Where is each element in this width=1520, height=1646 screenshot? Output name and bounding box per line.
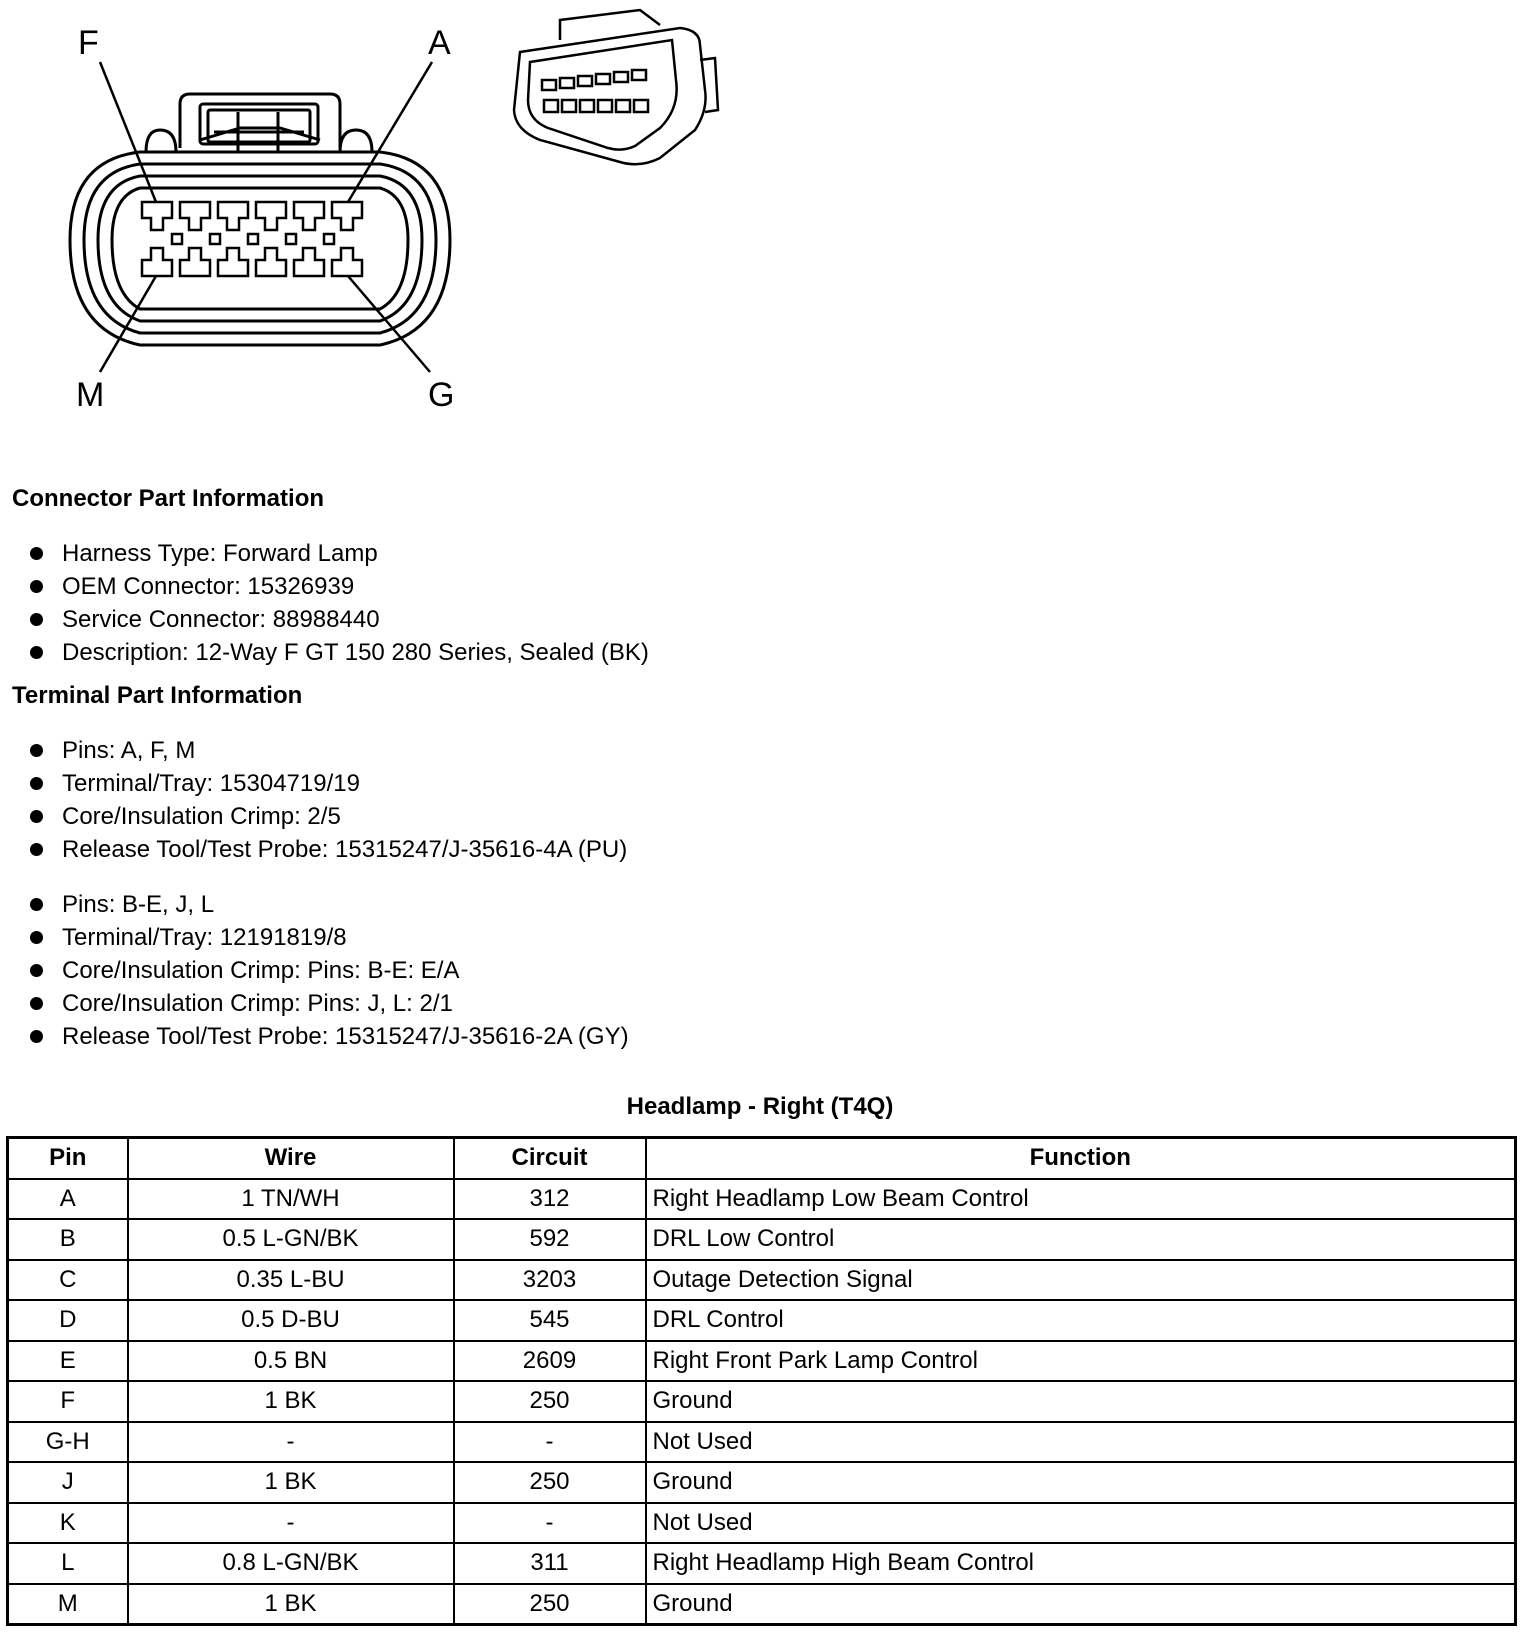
list-item: Description: 12-Way F GT 150 280 Series, Sealed (BK) xyxy=(30,636,649,669)
column-header-function: Function xyxy=(646,1138,1516,1179)
list-item: Service Connector: 88988440 xyxy=(30,603,649,636)
circuit-cell: 250 xyxy=(454,1462,646,1503)
bullet-icon xyxy=(30,810,43,823)
pin-label-f: F xyxy=(78,24,99,62)
pin-cell: K xyxy=(8,1503,128,1544)
list-item: OEM Connector: 15326939 xyxy=(30,570,649,603)
table-row xyxy=(8,1381,1516,1422)
function-cell: Not Used xyxy=(646,1422,1516,1463)
function-cell: DRL Low Control xyxy=(646,1219,1516,1260)
circuit-cell: 250 xyxy=(454,1381,646,1422)
circuit-cell: 312 xyxy=(454,1179,646,1220)
pin-cell: M xyxy=(8,1584,128,1625)
bullet-icon xyxy=(30,646,43,659)
bullet-icon xyxy=(30,1030,43,1043)
circuit-cell: 311 xyxy=(454,1543,646,1584)
circuit-cell: 3203 xyxy=(454,1260,646,1301)
function-cell: Right Headlamp Low Beam Control xyxy=(646,1179,1516,1220)
terminal-cavities xyxy=(142,202,362,276)
wire-cell: 1 BK xyxy=(128,1584,454,1625)
circuit-cell: 2609 xyxy=(454,1341,646,1382)
pin-cell: F xyxy=(8,1381,128,1422)
function-cell: Ground xyxy=(646,1381,1516,1422)
table-title: Headlamp - Right (T4Q) xyxy=(626,1093,894,1120)
pin-cell: D xyxy=(8,1300,128,1341)
function-cell: Not Used xyxy=(646,1503,1516,1544)
list-item: Release Tool/Test Probe: 15315247/J-35616-4A (PU) xyxy=(30,833,627,866)
wire-cell: - xyxy=(128,1422,454,1463)
function-cell: Ground xyxy=(646,1462,1516,1503)
bullet-icon xyxy=(30,613,43,626)
connector-diagram xyxy=(0,0,1520,460)
list-item: Pins: B-E, J, L xyxy=(30,888,629,921)
list-item: Release Tool/Test Probe: 15315247/J-35616-2A (GY) xyxy=(30,1020,629,1053)
connector-iso-drawing xyxy=(514,10,718,164)
circuit-cell: 545 xyxy=(454,1300,646,1341)
pin-cell: L xyxy=(8,1543,128,1584)
pin-label-m: M xyxy=(76,376,105,414)
wire-cell: 1 BK xyxy=(128,1462,454,1503)
table-row xyxy=(8,1260,1516,1301)
wire-cell: - xyxy=(128,1503,454,1544)
list-item: Core/Insulation Crimp: Pins: J, L: 2/1 xyxy=(30,987,629,1020)
function-cell: Ground xyxy=(646,1584,1516,1625)
pin-table xyxy=(6,1136,1517,1626)
terminal-info-group-1 xyxy=(30,734,627,866)
terminal-info-group-2 xyxy=(30,888,629,1053)
table-row xyxy=(8,1462,1516,1503)
wire-cell: 0.5 D-BU xyxy=(128,1300,454,1341)
pin-label-a: A xyxy=(428,24,451,62)
pin-cell: J xyxy=(8,1462,128,1503)
bullet-icon xyxy=(30,997,43,1010)
list-item: Core/Insulation Crimp: Pins: B-E: E/A xyxy=(30,954,629,987)
wire-cell: 0.8 L-GN/BK xyxy=(128,1543,454,1584)
pin-cell: E xyxy=(8,1341,128,1382)
table-header-row xyxy=(8,1138,1516,1179)
bullet-icon xyxy=(30,964,43,977)
wire-cell: 0.5 BN xyxy=(128,1341,454,1382)
terminal-info-heading: Terminal Part Information xyxy=(12,682,303,709)
function-cell: Outage Detection Signal xyxy=(646,1260,1516,1301)
list-item: Core/Insulation Crimp: 2/5 xyxy=(30,800,627,833)
connector-info-list xyxy=(30,537,649,669)
bullet-icon xyxy=(30,898,43,911)
pin-label-g: G xyxy=(428,376,455,414)
pin-cell: G-H xyxy=(8,1422,128,1463)
wire-cell: 0.35 L-BU xyxy=(128,1260,454,1301)
wire-cell: 1 TN/WH xyxy=(128,1179,454,1220)
list-item: Terminal/Tray: 15304719/19 xyxy=(30,767,627,800)
function-cell: Right Headlamp High Beam Control xyxy=(646,1543,1516,1584)
column-header-pin: Pin xyxy=(8,1138,128,1179)
table-row xyxy=(8,1584,1516,1625)
circuit-cell: 250 xyxy=(454,1584,646,1625)
list-item: Harness Type: Forward Lamp xyxy=(30,537,649,570)
bullet-icon xyxy=(30,843,43,856)
pin-cell: C xyxy=(8,1260,128,1301)
connector-face-drawing xyxy=(0,0,760,440)
list-item: Terminal/Tray: 12191819/8 xyxy=(30,921,629,954)
table-row xyxy=(8,1179,1516,1220)
function-cell: Right Front Park Lamp Control xyxy=(646,1341,1516,1382)
wire-cell: 0.5 L-GN/BK xyxy=(128,1219,454,1260)
list-item: Pins: A, F, M xyxy=(30,734,627,767)
column-header-wire: Wire xyxy=(128,1138,454,1179)
pin-cell: B xyxy=(8,1219,128,1260)
table-row xyxy=(8,1503,1516,1544)
pin-cell: A xyxy=(8,1179,128,1220)
table-row xyxy=(8,1422,1516,1463)
bullet-icon xyxy=(30,547,43,560)
bullet-icon xyxy=(30,931,43,944)
bullet-icon xyxy=(30,744,43,757)
table-row xyxy=(8,1219,1516,1260)
function-cell: DRL Control xyxy=(646,1300,1516,1341)
circuit-cell: 592 xyxy=(454,1219,646,1260)
circuit-cell: - xyxy=(454,1422,646,1463)
wire-cell: 1 BK xyxy=(128,1381,454,1422)
circuit-cell: - xyxy=(454,1503,646,1544)
column-header-circuit: Circuit xyxy=(454,1138,646,1179)
bullet-icon xyxy=(30,777,43,790)
bullet-icon xyxy=(30,580,43,593)
table-row xyxy=(8,1300,1516,1341)
table-row xyxy=(8,1341,1516,1382)
connector-info-heading: Connector Part Information xyxy=(12,485,325,512)
table-row xyxy=(8,1543,1516,1584)
